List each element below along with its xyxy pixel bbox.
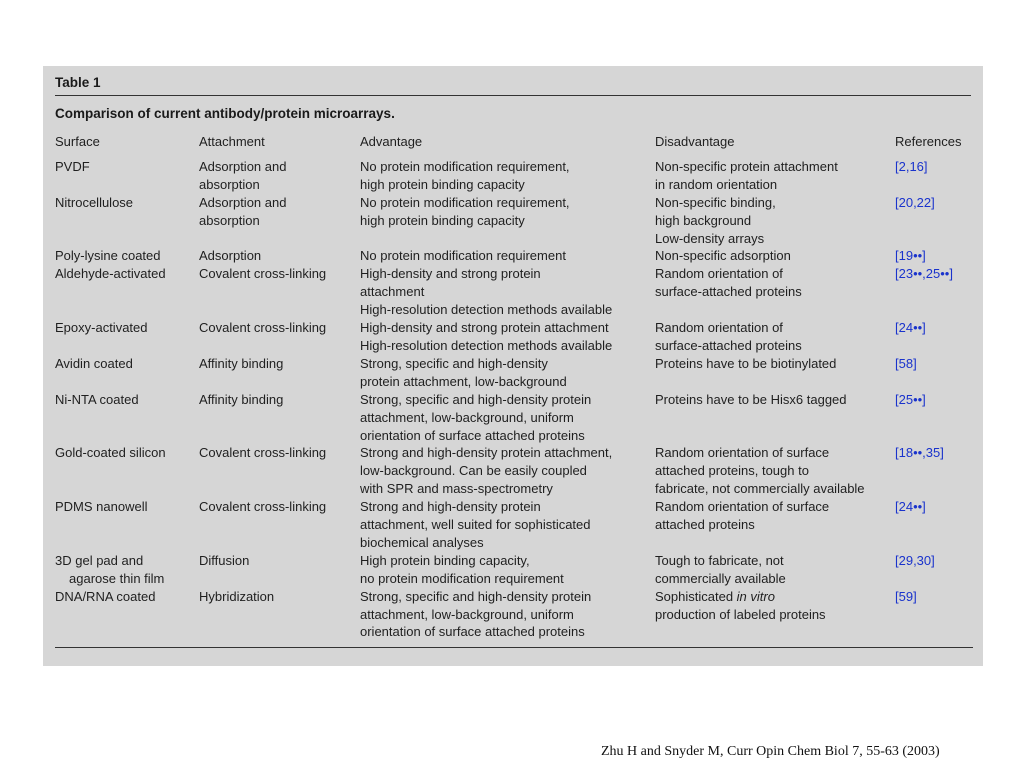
- advantage-line: attachment, low-background, uniform: [360, 606, 574, 622]
- cell-attachment: [199, 247, 360, 265]
- cell-surface: [55, 391, 199, 445]
- table-caption: Comparison of current antibody/protein microarrays.: [55, 106, 395, 121]
- cell-attachment: [199, 194, 360, 248]
- reference-link[interactable]: [20,22]: [895, 194, 935, 210]
- advantage-line: biochemical analyses: [360, 534, 484, 550]
- cell-surface: [55, 319, 199, 355]
- attachment-line: absorption: [199, 212, 260, 228]
- disadvantage-line: Non-specific adsorption: [655, 248, 791, 264]
- advantage-line: attachment: [360, 284, 425, 300]
- attachment-line: Adsorption: [199, 248, 262, 264]
- cell-advantage: [360, 265, 655, 319]
- cell-attachment: [199, 265, 360, 319]
- comparison-table: [55, 133, 973, 641]
- disadvantage-line: attached proteins: [655, 517, 755, 533]
- attachment-line: absorption: [199, 176, 260, 192]
- attachment-line: Affinity binding: [199, 355, 284, 371]
- advantage-line: high protein binding capacity: [360, 176, 525, 192]
- cell-disadvantage: [655, 319, 895, 355]
- cell-surface: [55, 552, 199, 588]
- table-row: [55, 498, 973, 552]
- cell-attachment: [199, 391, 360, 445]
- disadvantage-line: Proteins have to be biotinylated: [655, 355, 837, 371]
- header-advantage: Advantage: [360, 134, 423, 149]
- cell-attachment: [199, 552, 360, 588]
- cell-disadvantage: [655, 498, 895, 552]
- attachment-line: Covalent cross-linking: [199, 445, 327, 461]
- surface-line: PVDF: [55, 158, 90, 174]
- table-row: [55, 552, 973, 588]
- cell-advantage: [360, 391, 655, 445]
- cell-advantage: [360, 355, 655, 391]
- attachment-line: Diffusion: [199, 552, 250, 568]
- header-attachment: Attachment: [199, 134, 265, 149]
- surface-line: Poly-lysine coated: [55, 248, 161, 264]
- disadvantage-line: Random orientation of: [655, 320, 783, 336]
- cell-disadvantage: [655, 158, 895, 194]
- advantage-line: High-density and strong protein: [360, 266, 541, 282]
- cell-advantage: [360, 444, 655, 498]
- cell-surface: [55, 158, 199, 194]
- cell-disadvantage: [655, 194, 895, 248]
- table-row: [55, 265, 973, 319]
- disadvantage-line: commercially available: [655, 570, 786, 586]
- cell-advantage: [360, 319, 655, 355]
- reference-link[interactable]: [24••]: [895, 320, 926, 336]
- cell-disadvantage: [655, 391, 895, 445]
- advantage-line: Strong, specific and high-density protein: [360, 391, 592, 407]
- cell-advantage: [360, 158, 655, 194]
- citation: Zhu H and Snyder M, Curr Opin Chem Biol 7, 55-63 (2003): [601, 744, 940, 759]
- attachment-line: Adsorption and: [199, 194, 287, 210]
- cell-advantage: [360, 194, 655, 248]
- table-row: [55, 355, 973, 391]
- advantage-line: orientation of surface attached proteins: [360, 624, 585, 640]
- surface-line: DNA/RNA coated: [55, 588, 156, 604]
- advantage-line: high protein binding capacity: [360, 212, 525, 228]
- cell-surface: [55, 355, 199, 391]
- reference-link[interactable]: [29,30]: [895, 552, 935, 568]
- reference-link[interactable]: [58]: [895, 355, 917, 371]
- cell-surface: [55, 588, 199, 642]
- advantage-line: Strong, specific and high-density: [360, 355, 548, 371]
- cell-attachment: [199, 498, 360, 552]
- table-panel: [43, 66, 983, 666]
- advantage-line: attachment, low-background, uniform: [360, 409, 574, 425]
- disadvantage-line: Random orientation of surface: [655, 445, 830, 461]
- header-surface: Surface: [55, 134, 100, 149]
- cell-attachment: [199, 158, 360, 194]
- advantage-line: Strong, specific and high-density protein: [360, 588, 592, 604]
- table-row: [55, 391, 973, 445]
- cell-surface: [55, 265, 199, 319]
- attachment-line: Affinity binding: [199, 391, 284, 407]
- disadvantage-line: Non-specific protein attachment: [655, 158, 838, 174]
- advantage-line: High-resolution detection methods available: [360, 337, 613, 353]
- advantage-line: Strong and high-density protein attachment,: [360, 445, 613, 461]
- table-body: [55, 158, 973, 641]
- cell-attachment: [199, 444, 360, 498]
- reference-link[interactable]: [19••]: [895, 248, 926, 264]
- attachment-line: Covalent cross-linking: [199, 499, 327, 515]
- cell-surface: [55, 194, 199, 248]
- cell-advantage: [360, 498, 655, 552]
- reference-link[interactable]: [18••,35]: [895, 445, 944, 461]
- table-row: [55, 588, 973, 642]
- reference-link[interactable]: [25••]: [895, 391, 926, 407]
- advantage-line: No protein modification requirement,: [360, 194, 570, 210]
- advantage-line: with SPR and mass-spectrometry: [360, 481, 553, 497]
- cell-surface: [55, 498, 199, 552]
- cell-advantage: [360, 552, 655, 588]
- table-row: [55, 194, 973, 248]
- surface-line: Epoxy-activated: [55, 320, 148, 336]
- advantage-line: No protein modification requirement,: [360, 158, 570, 174]
- cell-disadvantage: [655, 265, 895, 319]
- advantage-line: attachment, well suited for sophisticated: [360, 517, 591, 533]
- attachment-line: Hybridization: [199, 588, 275, 604]
- disadvantage-line: Low-density arrays: [655, 230, 765, 246]
- cell-attachment: [199, 319, 360, 355]
- surface-line: Ni-NTA coated: [55, 391, 139, 407]
- disadvantage-line: surface-attached proteins: [655, 337, 802, 353]
- cell-disadvantage: [655, 588, 895, 642]
- attachment-line: Covalent cross-linking: [199, 320, 327, 336]
- reference-link[interactable]: [59]: [895, 588, 917, 604]
- disadvantage-line: Random orientation of surface: [655, 499, 830, 515]
- reference-link[interactable]: [24••]: [895, 499, 926, 515]
- disadvantage-line: production of labeled proteins: [655, 606, 826, 622]
- header-references: References: [895, 134, 962, 149]
- table-row: [55, 319, 973, 355]
- advantage-line: High protein binding capacity,: [360, 552, 530, 568]
- attachment-line: Adsorption and: [199, 158, 287, 174]
- table-row: [55, 444, 973, 498]
- advantage-line: High-resolution detection methods available: [360, 302, 613, 318]
- table-row: [55, 247, 973, 265]
- cell-disadvantage: [655, 552, 895, 588]
- advantage-line: Strong and high-density protein: [360, 499, 541, 515]
- surface-line: Gold-coated silicon: [55, 445, 166, 461]
- header-disadvantage: Disadvantage: [655, 134, 735, 149]
- advantage-line: protein attachment, low-background: [360, 373, 567, 389]
- surface-line: PDMS nanowell: [55, 499, 148, 515]
- bottom-rule: [55, 647, 973, 648]
- cell-advantage: [360, 588, 655, 642]
- attachment-line: Covalent cross-linking: [199, 266, 327, 282]
- reference-link[interactable]: [2,16]: [895, 158, 928, 174]
- disadvantage-line: fabricate, not commercially available: [655, 481, 865, 497]
- reference-link[interactable]: [23••,25••]: [895, 266, 953, 282]
- surface-line: Avidin coated: [55, 355, 133, 371]
- cell-disadvantage: [655, 444, 895, 498]
- surface-line: Nitrocellulose: [55, 194, 134, 210]
- header-row: [55, 133, 973, 158]
- disadvantage-line: Sophisticated in vitro: [655, 588, 775, 604]
- disadvantage-line: high background: [655, 212, 752, 228]
- disadvantage-line: in random orientation: [655, 176, 778, 192]
- cell-disadvantage: [655, 355, 895, 391]
- cell-attachment: [199, 588, 360, 642]
- cell-surface: [55, 247, 199, 265]
- advantage-line: low-background. Can be easily coupled: [360, 463, 587, 479]
- disadvantage-line: Random orientation of: [655, 266, 783, 282]
- top-rule: [55, 95, 971, 96]
- surface-line: agarose thin film: [69, 570, 165, 586]
- disadvantage-line: attached proteins, tough to: [655, 463, 809, 479]
- cell-surface: [55, 444, 199, 498]
- table-row: [55, 158, 973, 194]
- table-label: Table 1: [55, 75, 101, 90]
- surface-line: 3D gel pad and: [55, 552, 144, 568]
- advantage-line: orientation of surface attached proteins: [360, 427, 585, 443]
- cell-disadvantage: [655, 247, 895, 265]
- disadvantage-line: surface-attached proteins: [655, 284, 802, 300]
- advantage-line: No protein modification requirement: [360, 248, 566, 264]
- cell-advantage: [360, 247, 655, 265]
- advantage-line: no protein modification requirement: [360, 570, 564, 586]
- advantage-line: High-density and strong protein attachment: [360, 320, 609, 336]
- disadvantage-line: Non-specific binding,: [655, 194, 776, 210]
- disadvantage-line: Tough to fabricate, not: [655, 552, 784, 568]
- cell-attachment: [199, 355, 360, 391]
- disadvantage-line: Proteins have to be Hisx6 tagged: [655, 391, 847, 407]
- surface-line: Aldehyde-activated: [55, 266, 166, 282]
